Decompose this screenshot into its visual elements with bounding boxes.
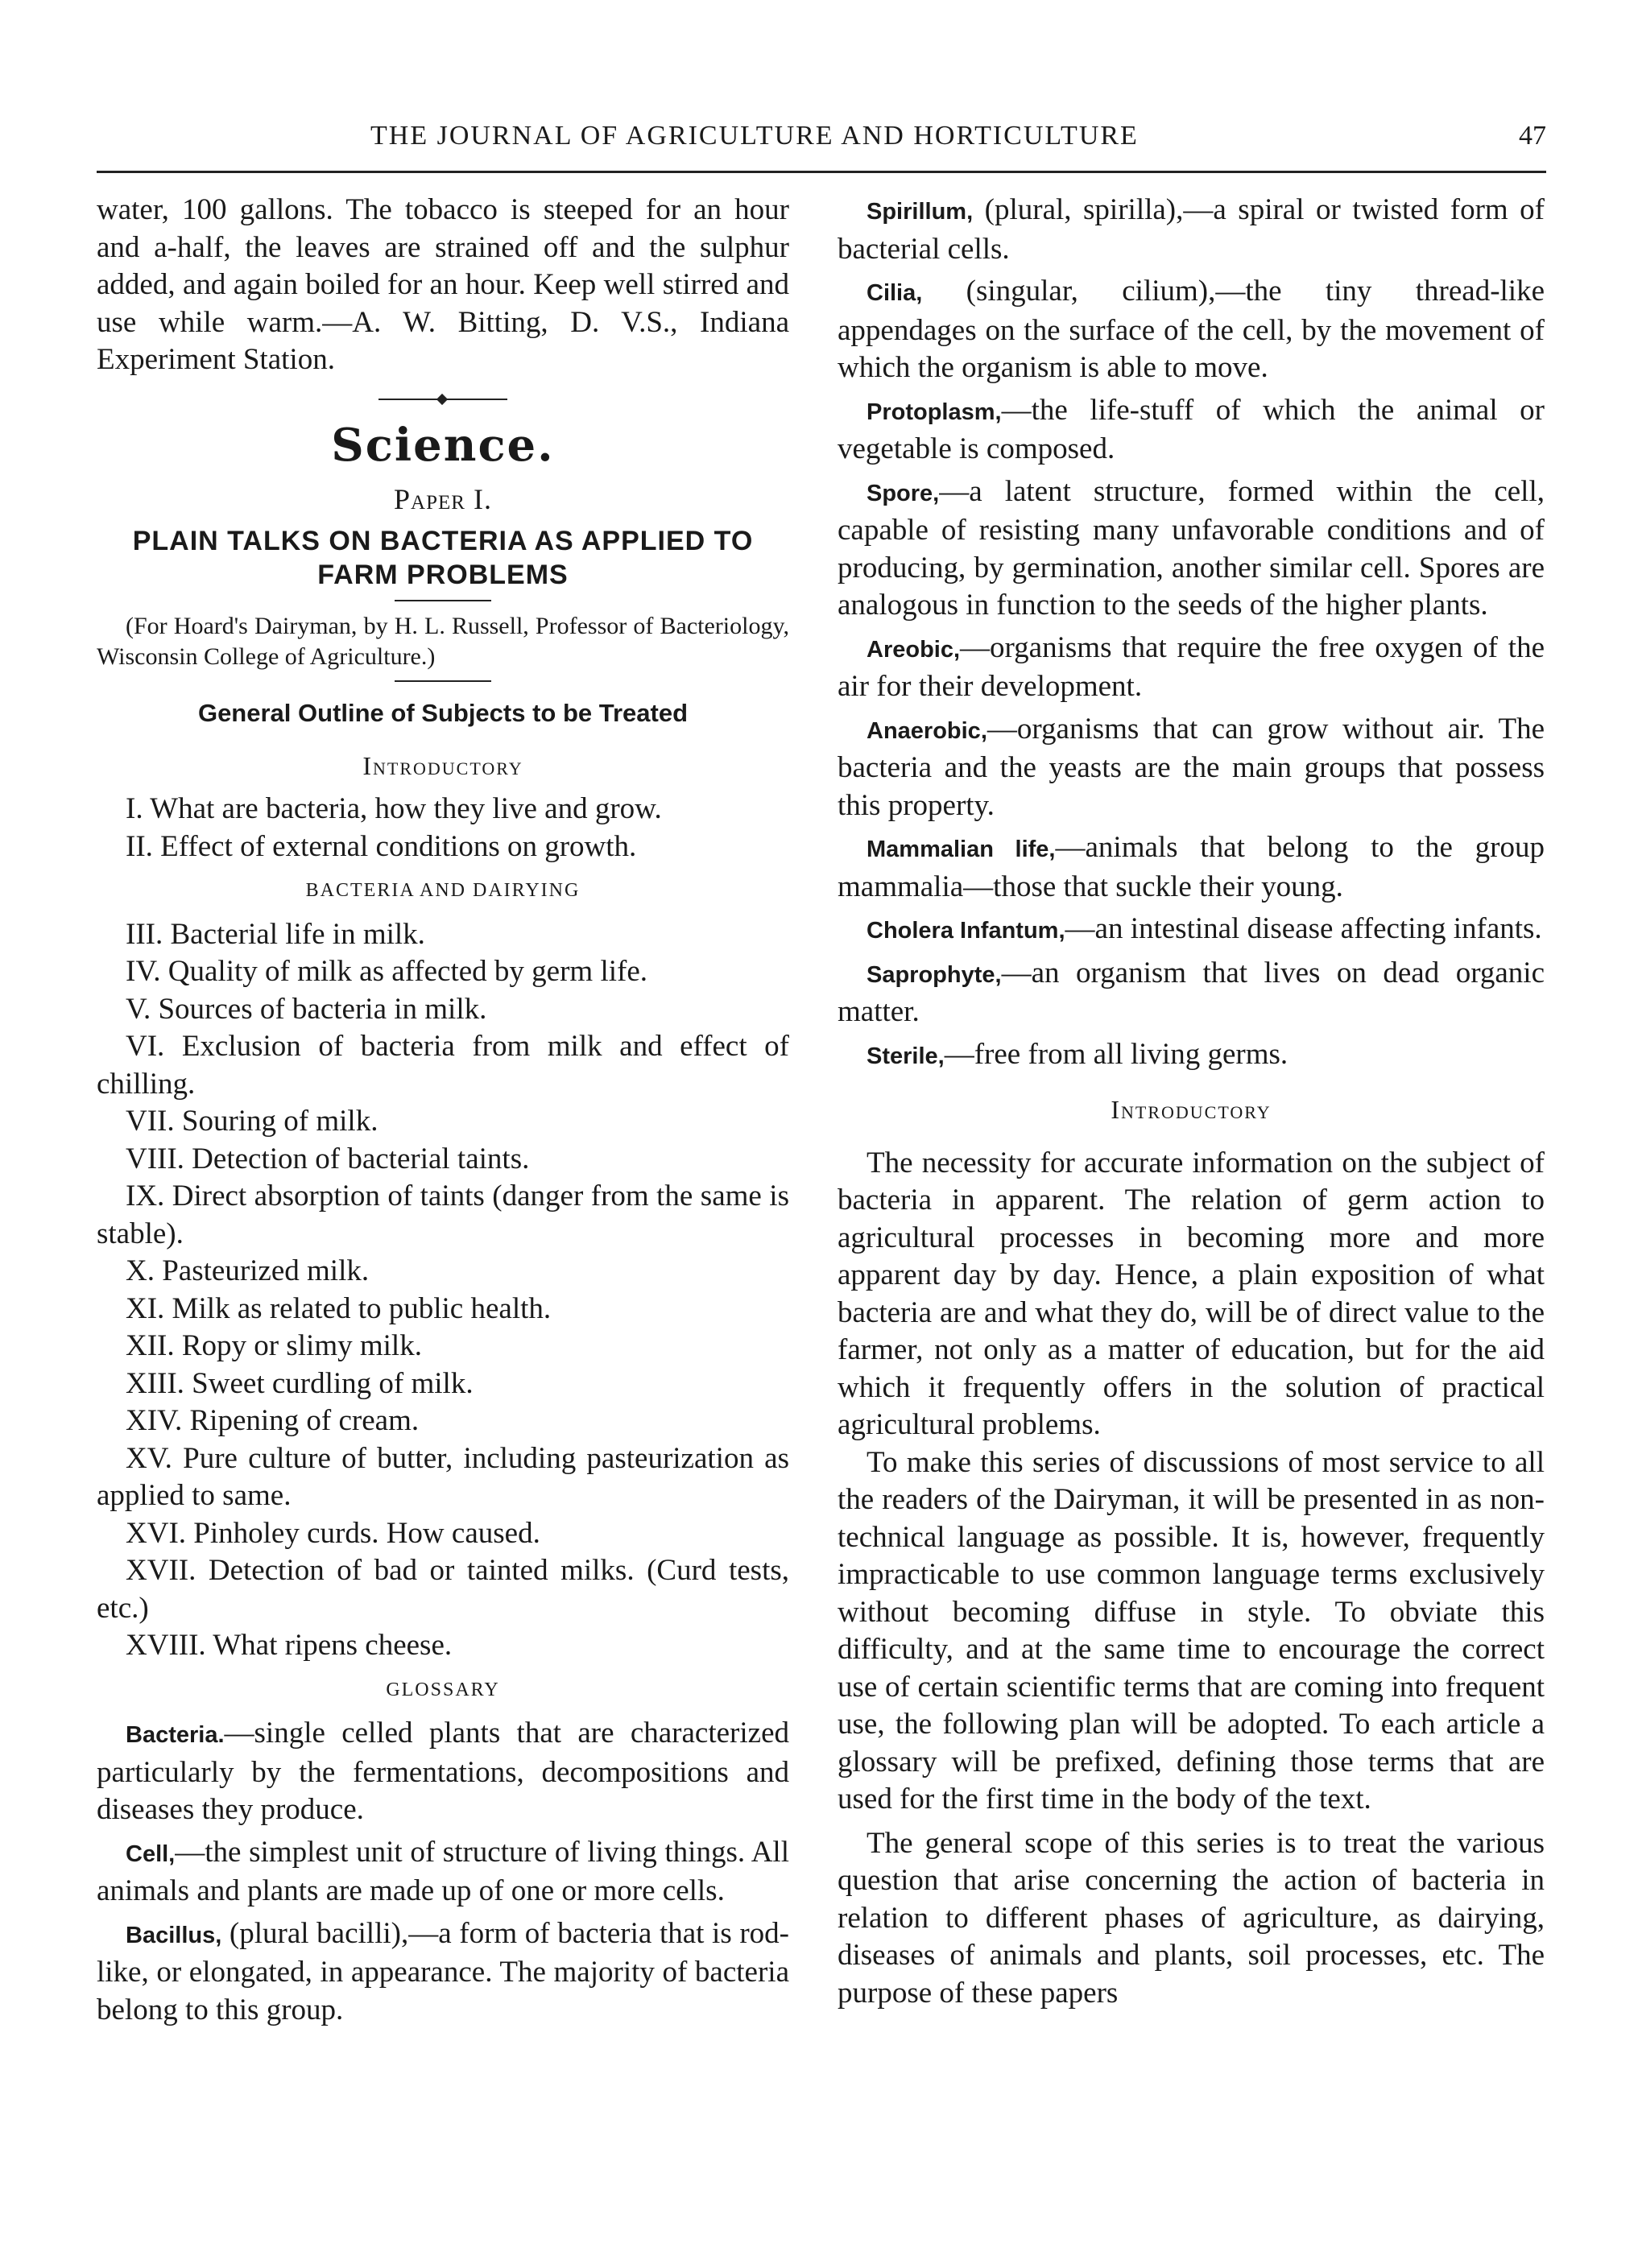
glossary-definition: —animals that belong to the group mammalia—those that suckle their young.: [838, 831, 1545, 903]
paper-label: Paper I.: [394, 482, 492, 515]
glossary-list-continued: [838, 192, 1545, 1075]
dairying-outline-list: [97, 916, 789, 1665]
glossary-definition: (plural, spirilla),—a spiral or twisted form of bacterial cells.: [838, 193, 1545, 266]
glossary-entry: [838, 473, 1545, 625]
glossary-term: Sterile,: [867, 1043, 945, 1069]
body-paragraph: The general scope of this series is to treat the various question that arise concerning the action of bacteria in relation to different phases of agriculture, as dairying, diseases of animals and plants, soil processes, etc. The purpose of these papers: [838, 1826, 1545, 2010]
continued-paragraph: water, 100 gallons. The tobacco is steeped for an hour and a-half, the leaves are strained off and the sulphur added, and again boiled for an hour. Keep well stirred and use while warm.—A. W. Bitting, D. V.S., Indiana Experiment Station.: [97, 193, 789, 376]
glossary-entry: [838, 273, 1545, 387]
glossary-term: Bacteria.: [126, 1722, 225, 1748]
introductory-heading: Introductory: [362, 750, 523, 780]
glossary-term: Cell,: [126, 1840, 176, 1867]
glossary-entry: [838, 829, 1545, 906]
outline-item: VIII. Detection of bacterial taints.: [126, 1142, 530, 1175]
glossary-entry: [838, 955, 1545, 1031]
outline-item: III. Bacterial life in milk.: [126, 917, 425, 951]
glossary-list: [97, 1715, 789, 2029]
glossary-entry: [838, 392, 1545, 469]
title-rule: [395, 600, 491, 601]
outline-item: XVIII. What ripens cheese.: [126, 1629, 453, 1662]
glossary-term: Bacillus,: [126, 1922, 222, 1948]
glossary-entry: [97, 1915, 789, 2030]
glossary-definition: —organisms that require the free oxygen of the air for their development.: [838, 630, 1545, 703]
introductory-heading-right: Introductory: [1111, 1095, 1272, 1124]
glossary-definition: —free from all living germs.: [944, 1037, 1288, 1071]
outline-item: X. Pasteurized milk.: [126, 1254, 370, 1287]
glossary-heading: GLOSSARY: [386, 1679, 500, 1700]
body-paragraph: The necessity for accurate information on the subject of bacteria in apparent. The relation of germ action to agricultural processes in becoming more and more apparent day by day. Hence, a plain exposition of what bacteria are and what they do, will be of direct value to the farmer, not only as a matter of education, but for the aid which it frequently offers in the solution of practical agricultural problems.: [838, 1146, 1545, 1441]
glossary-entry: [838, 911, 1545, 950]
glossary-term: Spore,: [867, 480, 940, 506]
glossary-definition: —a latent structure, formed within the cell, capable of resisting many unfavorable conditions and of producing, by germination, another similar cell. Spores are analogous in function to the seeds of the higher plants.: [838, 474, 1545, 622]
glossary-term: Spirillum,: [867, 199, 974, 225]
outline-item: VII. Souring of milk.: [126, 1105, 378, 1138]
outline-item: XVI. Pinholey curds. How caused.: [126, 1516, 540, 1550]
outline-item: XI. Milk as related to public health.: [126, 1291, 552, 1325]
outline-item: II. Effect of external conditions on growth.: [126, 829, 637, 863]
glossary-definition: (singular, cilium),—the tiny thread-like appendages on the surface of the cell, by the movement of which the organism is able to move.: [838, 275, 1545, 384]
outline-item: XIII. Sweet curdling of milk.: [126, 1366, 474, 1400]
glossary-definition: —an intestinal disease affecting infants.: [1065, 912, 1542, 945]
glossary-term: Protoplasm,: [867, 399, 1002, 425]
outline-item: XII. Ropy or slimy milk.: [126, 1329, 422, 1362]
byline: (For Hoard's Dairyman, by H. L. Russell, Professor of Bacteriology, Wisconsin College of Agriculture.): [97, 613, 789, 670]
outline-item: IV. Quality of milk as affected by germ life.: [126, 955, 648, 988]
header-rule: [97, 171, 1546, 173]
glossary-definition: —the life-stuff of which the animal or vegetable is composed.: [838, 393, 1545, 465]
glossary-term: Saprophyte,: [867, 961, 1002, 988]
glossary-term: Anaerobic,: [867, 717, 987, 744]
outline-item: XVII. Detection of bad or tainted milks. (Curd tests, etc.): [97, 1554, 789, 1625]
glossary-definition: (plural bacilli),—a form of bacteria that is rod-like, or elongated, in appearance. The majority of bacteria belong to this group.: [97, 1916, 789, 2026]
right-column: [838, 192, 1545, 2012]
glossary-definition: —single celled plants that are characterized particularly by the fermentations, decompositions and diseases they produce.: [97, 1716, 789, 1826]
glossary-term: Mammalian life,: [867, 837, 1056, 862]
glossary-definition: —an organism that lives on dead organic matter.: [838, 956, 1545, 1028]
running-title: THE JOURNAL OF AGRICULTURE AND HORTICULTURE: [370, 121, 1139, 151]
outline-item: V. Sources of bacteria in milk.: [126, 992, 487, 1026]
outline-item: VI. Exclusion of bacteria from milk and effect of chilling.: [97, 1030, 789, 1101]
outline-item: XV. Pure culture of butter, including pasteurization as applied to same.: [97, 1441, 789, 1512]
outline-item: I. What are bacteria, how they live and grow.: [126, 792, 662, 825]
running-head: [97, 121, 1546, 169]
glossary-entry: [838, 711, 1545, 825]
body-paragraph: To make this series of discussions of most service to all the readers of the Dairyman, it will be presented in as non-technical language as possible. It is, however, frequently impracticable to use common language terms exclusively without becoming diffuse in style. To obviate this difficulty, and at the same time to encourage the correct use of certain scientific terms that are coming into frequent use, the following plan will be adopted. To each article a glossary will be prefixed, defining those terms that are used for the first time in the body of the text.: [838, 1445, 1545, 1816]
glossary-entry: [97, 1715, 789, 1829]
glossary-entry: [97, 1834, 789, 1911]
article-title: PLAIN TALKS ON BACTERIA AS APPLIED TO FARM PROBLEMS: [132, 526, 754, 590]
outline-title: General Outline of Subjects to be Treated: [197, 699, 689, 727]
intro-outline-list: [97, 791, 789, 865]
page-number: 47: [1519, 121, 1546, 151]
section-title: Science.: [331, 418, 555, 472]
glossary-entry: [838, 192, 1545, 268]
dairying-heading: BACTERIA AND DAIRYING: [305, 880, 581, 901]
glossary-term: Cilia,: [867, 280, 923, 306]
glossary-definition: —organisms that can grow without air. The bacteria and the yeasts are the main groups that possess this property.: [838, 712, 1545, 822]
byline-rule: [395, 680, 491, 682]
glossary-entry: [838, 1036, 1545, 1076]
left-column: [97, 192, 789, 2034]
ornamental-rule: [378, 399, 507, 400]
glossary-term: Cholera Infantum,: [867, 918, 1065, 944]
glossary-definition: —the simplest unit of structure of living things. All animals and plants are made up of one or more cells.: [97, 1835, 789, 1907]
outline-item: XIV. Ripening of cream.: [126, 1404, 420, 1437]
glossary-entry: [838, 630, 1545, 706]
glossary-term: Areobic,: [867, 636, 961, 663]
outline-item: IX. Direct absorption of taints (danger from the same is stable).: [97, 1179, 789, 1250]
